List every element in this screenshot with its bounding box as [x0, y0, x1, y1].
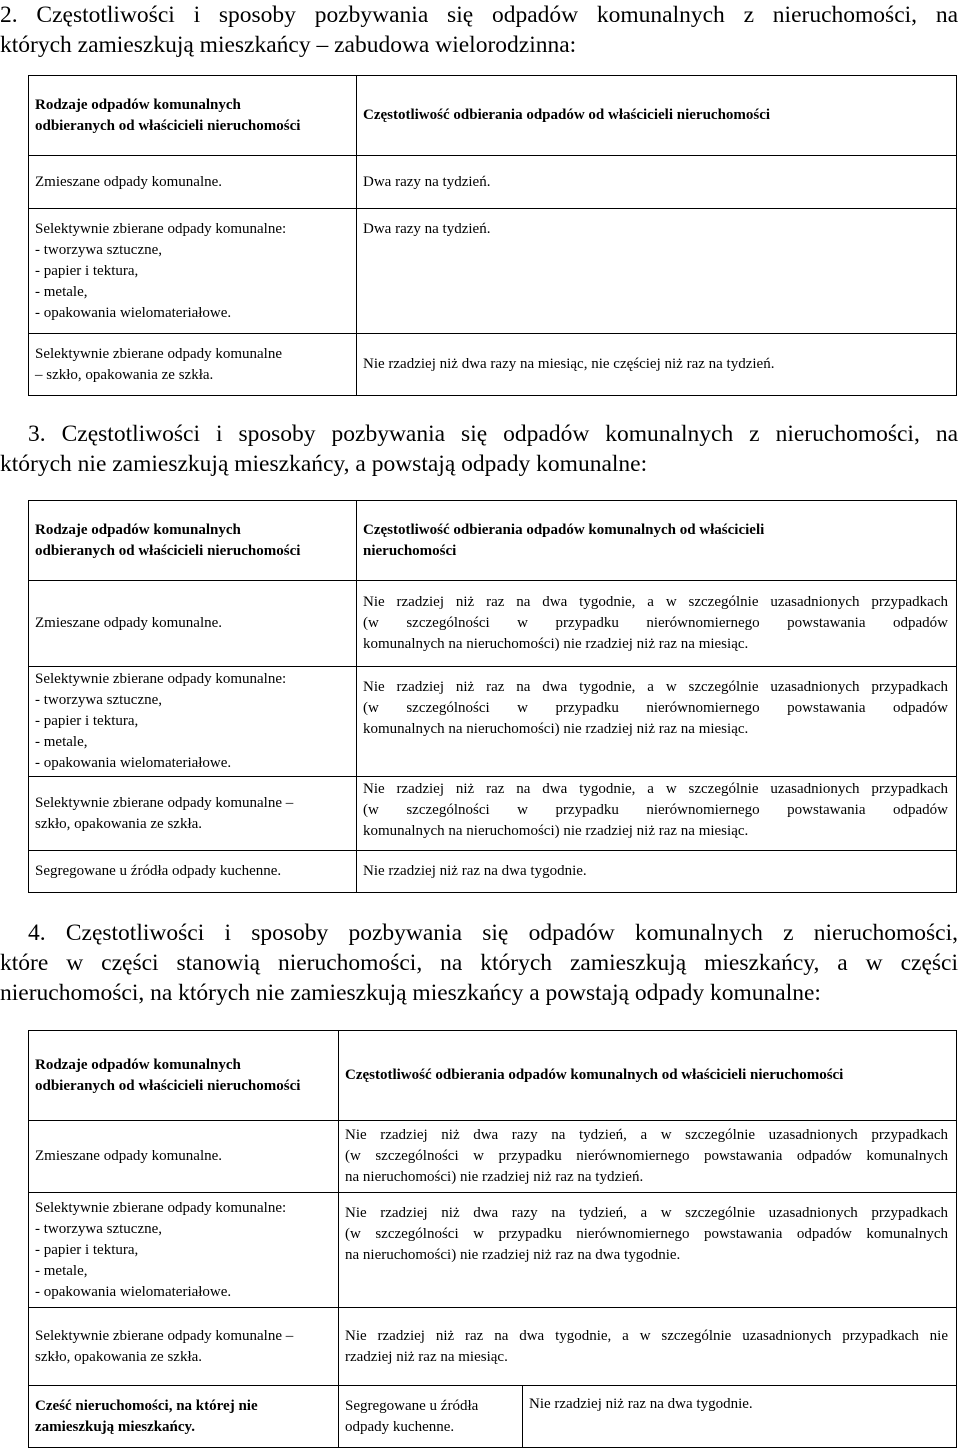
table-cell-frequency: Nie rzadziej niż raz na dwa tygodnie, a w szczególnie uzasadnionych przypadkach (w szczególności w przypadku nierównomiernego powstawania odpadów komunalnych na nieruchomości) nie rzadziej niż raz na miesiąc. — [357, 667, 957, 777]
table-header-waste-type: Rodzaje odpadów komunalnych odbieranych od właścicieli nieruchomości — [29, 76, 357, 156]
heading-line: których zamieszkują mieszkańcy – zabudowa wielorodzinna: — [0, 32, 577, 58]
table-cell-frequency: Nie rzadziej niż raz na dwa tygodnie, a w szczególnie uzasadnionych przypadkach (w szczególności w przypadku nierównomiernego powstawania odpadów komunalnych na nieruchomości) nie rzadziej niż raz na miesiąc. — [357, 581, 957, 667]
section-4-heading — [0, 918, 958, 1008]
table-cell-frequency: Nie rzadziej niż dwa razy na tydzień, a w szczególnie uzasadnionych przypadkach (w szczególności w przypadku nierównomiernego powstawania odpadów komunalnych na nieruchomości) nie rzadziej niż raz na dwa tygodnie. — [339, 1193, 957, 1308]
heading-line: które w części stanowią nieruchomości, na których zamieszkują mieszkańcy, a w części — [0, 950, 958, 976]
table-cell-frequency: Nie rzadziej niż dwa razy na tydzień, a w szczególnie uzasadnionych przypadkach (w szczególności w przypadku nierównomiernego powstawania odpadów komunalnych na nieruchomości) nie rzadziej niż raz na tydzień. — [339, 1121, 957, 1193]
table-cell-frequency: Dwa razy na tydzień. — [357, 209, 957, 334]
table-cell-frequency: Nie rzadziej niż dwa razy na miesiąc, nie częściej niż raz na tydzień. — [357, 334, 957, 396]
section-2-heading — [0, 0, 958, 60]
table-cell-waste-type: Selektywnie zbierane odpady komunalne: - tworzywa sztuczne, - papier i tektura, - metale, - opakowania wielomateriałowe. — [29, 667, 357, 777]
table-cell-waste-type: Segregowane u źródła odpady kuchenne. — [29, 851, 357, 893]
heading-line: 2. Częstotliwości i sposoby pozbywania się odpadów komunalnych z nieruchomości, na — [0, 2, 958, 28]
table-cell-frequency: Nie rzadziej niż raz na dwa tygodnie, a w szczególnie uzasadnionych przypadkach (w szczególności w przypadku nierównomiernego powstawania odpadów komunalnych na nieruchomości) nie rzadziej niż raz na miesiąc. — [357, 777, 957, 851]
table-header-waste-type: Rodzaje odpadów komunalnych odbieranych od właścicieli nieruchomości — [29, 1031, 339, 1121]
table-cell-frequency: Nie rzadziej niż raz na dwa tygodnie, a w szczególnie uzasadnionych przypadkach nie rzadziej niż raz na miesiąc. — [339, 1308, 957, 1386]
table-cell-property-part: Cześć nieruchomości, na której nie zamieszkują mieszkańcy. — [29, 1386, 339, 1448]
heading-line: nieruchomości, na których nie zamieszkują mieszkańcy a powstają odpady komunalne: — [0, 980, 821, 1006]
heading-line: których nie zamieszkują mieszkańcy, a powstają odpady komunalne: — [0, 451, 648, 477]
section-3-heading — [0, 419, 958, 479]
table-cell-frequency: Nie rzadziej niż raz na dwa tygodnie. — [357, 851, 957, 893]
table-cell-waste-type: Selektywnie zbierane odpady komunalne – szkło, opakowania ze szkła. — [29, 334, 357, 396]
heading-line: 3. Częstotliwości i sposoby pozbywania się odpadów komunalnych z nieruchomości, na — [28, 421, 958, 447]
table-cell-waste-subtype: Segregowane u źródła odpady kuchenne. — [339, 1386, 523, 1448]
table-cell-waste-type: Zmieszane odpady komunalne. — [29, 1121, 339, 1193]
heading-line: 4. Częstotliwości i sposoby pozbywania się odpadów komunalnych z nieruchomości, — [28, 920, 958, 946]
table-cell-waste-type: Zmieszane odpady komunalne. — [29, 156, 357, 209]
section-2-table — [28, 75, 957, 396]
table-cell-frequency: Dwa razy na tydzień. — [357, 156, 957, 209]
table-header-frequency: Częstotliwość odbierania odpadów komunalnych od właścicieli nieruchomości — [339, 1031, 957, 1121]
table-cell-waste-type: Selektywnie zbierane odpady komunalne: - tworzywa sztuczne, - papier i tektura, - metale, - opakowania wielomateriałowe. — [29, 1193, 339, 1308]
table-cell-waste-type: Zmieszane odpady komunalne. — [29, 581, 357, 667]
table-header-frequency: Częstotliwość odbierania odpadów od właścicieli nieruchomości — [357, 76, 957, 156]
section-3-table — [28, 500, 957, 893]
table-cell-waste-type: Selektywnie zbierane odpady komunalne – szkło, opakowania ze szkła. — [29, 1308, 339, 1386]
table-cell-waste-type: Selektywnie zbierane odpady komunalne: - tworzywa sztuczne, - papier i tektura, - metale, - opakowania wielomateriałowe. — [29, 209, 357, 334]
section-4-table — [28, 1030, 957, 1448]
table-header-waste-type: Rodzaje odpadów komunalnych odbieranych od właścicieli nieruchomości — [29, 501, 357, 581]
table-cell-frequency: Nie rzadziej niż raz na dwa tygodnie. — [523, 1386, 957, 1448]
table-header-frequency: Częstotliwość odbierania odpadów komunalnych od właścicieli nieruchomości — [357, 501, 957, 581]
table-cell-waste-type: Selektywnie zbierane odpady komunalne – szkło, opakowania ze szkła. — [29, 777, 357, 851]
